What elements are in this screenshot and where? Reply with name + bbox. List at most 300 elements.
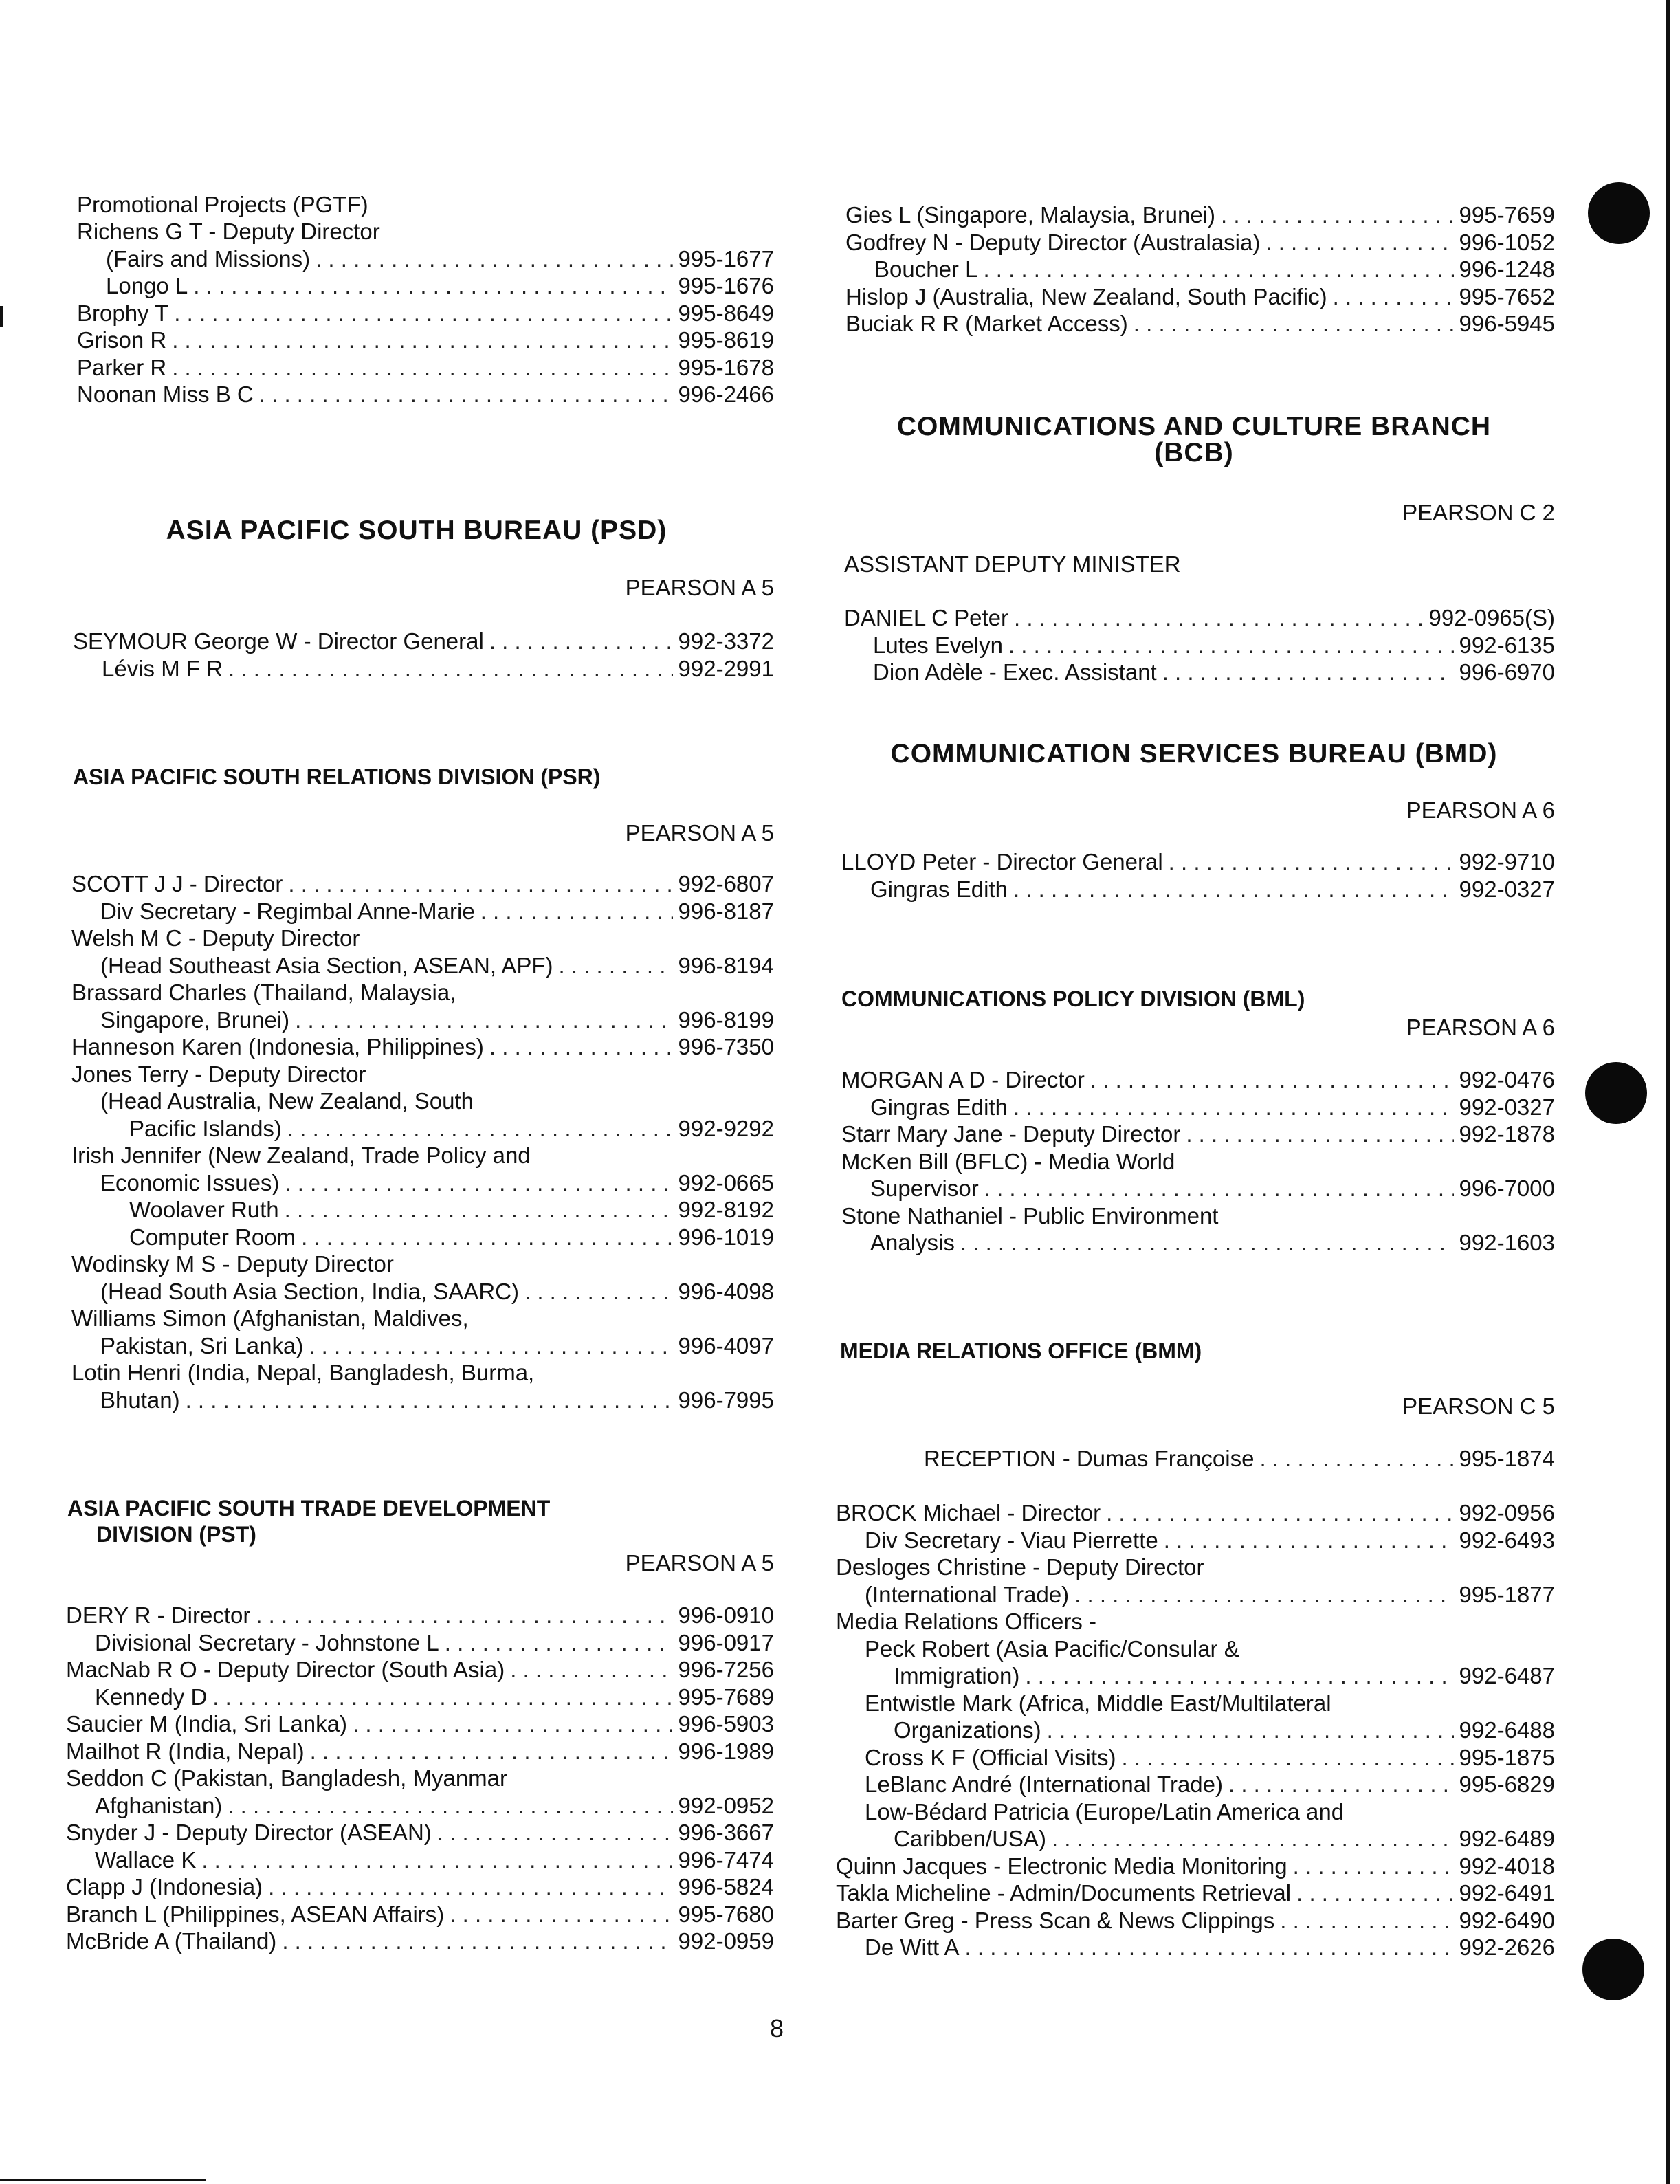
- directory-entry: [71, 1033, 774, 1061]
- entry-name: Low-Bédard Patricia (Europe/Latin America and: [865, 1798, 1345, 1824]
- entry-phone: 996-7256: [678, 1657, 774, 1682]
- leader-dots: [1025, 1662, 1453, 1690]
- directory-entry: [66, 1629, 774, 1657]
- directory-entry: [836, 1635, 1555, 1663]
- directory-entry: [836, 1907, 1555, 1934]
- leader-dots: [259, 381, 673, 408]
- entry-phone: 992-0665: [678, 1169, 774, 1195]
- entry-name: Afghanistan): [95, 1792, 223, 1818]
- entry-name: (Head South Asia Section, India, SAARC): [100, 1278, 519, 1304]
- leader-dots: [1014, 604, 1424, 632]
- bml-room: PEARSON A 6: [1406, 1015, 1555, 1040]
- pst-title-line1: ASIA PACIFIC SOUTH TRADE DEVELOPMENT: [67, 1496, 551, 1521]
- entry-phone: 996-8187: [678, 898, 774, 924]
- entry-phone: 996-5945: [1459, 311, 1555, 336]
- binder-hole-middle: [1585, 1062, 1647, 1124]
- directory-entry: [845, 229, 1555, 256]
- entry-phone: 992-1878: [1459, 1121, 1555, 1147]
- leader-dots: [450, 1901, 672, 1928]
- entry-name: Quinn Jacques - Electronic Media Monitoring: [836, 1853, 1287, 1879]
- entry-phone: 995-7652: [1459, 283, 1555, 309]
- entry-name: Brassard Charles (Thailand, Malaysia,: [71, 980, 456, 1005]
- leader-dots: [228, 1792, 672, 1820]
- entry-name: Divisional Secretary - Johnstone L: [95, 1629, 439, 1655]
- psr-room: PEARSON A 5: [625, 820, 774, 846]
- entry-name: DANIEL C Peter: [844, 605, 1009, 630]
- entry-phone: 995-6829: [1459, 1772, 1555, 1797]
- leader-dots: [288, 870, 672, 898]
- bmm-title: MEDIA RELATIONS OFFICE (BMM): [840, 1338, 1202, 1363]
- bcb-title-line1: COMMUNICATIONS AND CULTURE BRANCH: [896, 412, 1492, 441]
- leader-dots: [310, 1738, 673, 1765]
- entry-name: Barter Greg - Press Scan & News Clippings: [836, 1907, 1275, 1933]
- directory-entry: [836, 1499, 1555, 1527]
- entry-phone: 992-8192: [678, 1197, 774, 1222]
- leader-dots: [1013, 1094, 1454, 1121]
- entry-name: Kennedy D: [95, 1684, 208, 1710]
- entry-phone: 992-0952: [678, 1792, 774, 1818]
- leader-dots: [268, 1873, 672, 1901]
- directory-entry: [77, 327, 774, 354]
- entry-name: Supervisor: [870, 1176, 979, 1201]
- directory-entry: [71, 1142, 774, 1169]
- entry-phone: 992-6488: [1459, 1717, 1555, 1743]
- entry-name: Div Secretary - Viau Pierrette: [865, 1527, 1158, 1553]
- directory-entry: [71, 1061, 774, 1088]
- entry-name: Peck Robert (Asia Pacific/Consular &: [865, 1635, 1239, 1662]
- pst-room: PEARSON A 5: [625, 1550, 774, 1576]
- leader-dots: [1134, 310, 1454, 338]
- entry-name: Desloges Christine - Deputy Director: [836, 1554, 1204, 1580]
- leader-dots: [1169, 848, 1454, 876]
- directory-entry: [66, 1656, 774, 1684]
- directory-entry: [66, 1901, 774, 1928]
- directory-entry: [845, 201, 1555, 229]
- entry-name: DERY R - Director: [66, 1602, 251, 1628]
- leader-dots: [1052, 1825, 1454, 1853]
- scan-edge-right: [1666, 0, 1670, 2184]
- directory-entry: [836, 1581, 1555, 1609]
- binder-hole-top: [1588, 182, 1650, 244]
- bml-entries: [841, 1066, 1555, 1257]
- bmd-entries: [841, 848, 1555, 903]
- psd-room: PEARSON A 5: [625, 575, 774, 600]
- bmm-room: PEARSON C 5: [1402, 1393, 1555, 1419]
- entry-phone: 995-7659: [1459, 202, 1555, 228]
- directory-entry: [66, 1684, 774, 1711]
- bmm-reception: [924, 1445, 1555, 1472]
- directory-entry: [836, 1662, 1555, 1690]
- leader-dots: [1106, 1499, 1453, 1527]
- entry-name: LeBlanc André (International Trade): [865, 1772, 1223, 1797]
- bmm-entries: [836, 1499, 1555, 1961]
- directory-entry: [841, 1148, 1555, 1176]
- bcb-subtitle: ASSISTANT DEPUTY MINISTER: [844, 551, 1181, 577]
- directory-entry: [71, 952, 774, 980]
- leader-dots: [489, 628, 673, 655]
- directory-entry: [836, 1771, 1555, 1798]
- entry-phone: 996-2466: [678, 382, 774, 407]
- directory-entry: [77, 300, 774, 327]
- entry-name: McBride A (Thailand): [66, 1928, 277, 1954]
- leader-dots: [437, 1819, 673, 1846]
- leader-dots: [489, 1033, 673, 1061]
- leader-dots: [353, 1710, 673, 1738]
- directory-entry: [841, 848, 1555, 876]
- directory-entry: [71, 1196, 774, 1224]
- directory-entry: [71, 1115, 774, 1143]
- leader-dots: [510, 1656, 672, 1684]
- directory-entry: [66, 1873, 774, 1901]
- directory-entry: [841, 1094, 1555, 1121]
- entry-name: Longo L: [106, 273, 188, 298]
- entry-phone: 992-0956: [1459, 1500, 1555, 1525]
- directory-entry: [73, 628, 774, 655]
- leader-dots: [1221, 201, 1454, 229]
- entry-phone: 996-4097: [678, 1332, 774, 1358]
- entry-phone: 996-0910: [678, 1602, 774, 1628]
- binder-hole-bottom: [1582, 1939, 1644, 2000]
- entry-name: Hanneson Karen (Indonesia, Philippines): [71, 1034, 484, 1059]
- entry-phone: 992-6491: [1459, 1880, 1555, 1906]
- entry-name: Media Relations Officers -: [836, 1609, 1097, 1634]
- entry-name: De Witt A: [865, 1934, 960, 1960]
- directory-entry: [836, 1717, 1555, 1744]
- entry-name: MacNab R O - Deputy Director (South Asia): [66, 1657, 505, 1682]
- entry-name: (Head Southeast Asia Section, ASEAN, APF): [100, 952, 553, 978]
- entry-phone: 992-0965(S): [1428, 605, 1555, 630]
- leader-dots: [1008, 632, 1454, 659]
- entry-name: Takla Micheline - Admin/Documents Retrieval: [836, 1880, 1292, 1906]
- entry-name: Snyder J - Deputy Director (ASEAN): [66, 1820, 432, 1845]
- directory-entry: [841, 1175, 1555, 1202]
- entry-phone: 995-8619: [678, 327, 774, 353]
- directory-entry: [836, 1879, 1555, 1907]
- bcb-title-line2: (BCB): [1154, 438, 1234, 467]
- entry-phone: 996-1248: [1459, 256, 1555, 282]
- directory-entry: [71, 1305, 774, 1332]
- entry-name: Williams Simon (Afghanistan, Maldives,: [71, 1305, 469, 1331]
- leader-dots: [1186, 1121, 1453, 1148]
- entry-phone: 992-0476: [1459, 1067, 1555, 1092]
- entry-name: Caribben/USA): [894, 1826, 1046, 1851]
- entry-name: Buciak R R (Market Access): [845, 311, 1128, 336]
- psd-entries: [73, 628, 774, 682]
- entry-name: LLOYD Peter - Director General: [841, 849, 1163, 874]
- directory-entry: [836, 1934, 1555, 1961]
- bcb-entries: [844, 604, 1555, 686]
- directory-entry: [841, 1066, 1555, 1094]
- entry-phone: 992-2626: [1459, 1934, 1555, 1960]
- leader-dots: [228, 655, 673, 683]
- directory-entry: [836, 1554, 1555, 1581]
- entry-name: Mailhot R (India, Nepal): [66, 1738, 305, 1764]
- scan-mark-left: [0, 306, 3, 327]
- directory-entry: [66, 1928, 774, 1955]
- directory-entry: [73, 655, 774, 683]
- entry-phone: 995-1677: [678, 245, 774, 272]
- directory-entry: [71, 925, 774, 952]
- entry-name: Bhutan): [100, 1387, 180, 1413]
- entry-name: Branch L (Philippines, ASEAN Affairs): [66, 1901, 445, 1927]
- entry-phone: 992-2991: [678, 655, 774, 681]
- entry-phone: 996-4098: [678, 1278, 774, 1304]
- directory-entry: [77, 381, 774, 408]
- bcb-room: PEARSON C 2: [1402, 500, 1555, 525]
- directory-entry: [841, 876, 1555, 903]
- entry-name: Immigration): [894, 1663, 1020, 1688]
- entry-name: Gingras Edith: [870, 876, 1008, 902]
- leader-dots: [965, 1934, 1454, 1961]
- entry-name: Cross K F (Official Visits): [865, 1744, 1116, 1770]
- leader-dots: [1333, 283, 1454, 311]
- directory-entry: [844, 659, 1555, 686]
- directory-entry: [71, 1088, 774, 1115]
- directory-entry: [77, 245, 774, 273]
- entry-phone: 995-1877: [1459, 1581, 1555, 1607]
- entry-phone: 996-6970: [1459, 659, 1555, 685]
- reception-row: [924, 1445, 1555, 1472]
- entry-phone: 992-6490: [1459, 1907, 1555, 1933]
- entry-phone: 995-1676: [678, 273, 774, 298]
- entry-phone: 995-7689: [678, 1684, 774, 1710]
- leader-dots: [480, 898, 673, 925]
- directory-entry: [841, 1229, 1555, 1257]
- leader-dots: [1259, 1445, 1453, 1472]
- entry-name: McKen Bill (BFLC) - Media World: [841, 1148, 1175, 1174]
- entry-name: Computer Room: [129, 1224, 296, 1250]
- entry-phone: 992-0959: [678, 1928, 774, 1954]
- directory-entry: [77, 272, 774, 300]
- entry-name: RECEPTION - Dumas Françoise: [924, 1446, 1255, 1471]
- entry-phone: 996-8194: [678, 952, 774, 978]
- entry-name: Jones Terry - Deputy Director: [71, 1061, 366, 1087]
- entry-name: Analysis: [870, 1230, 955, 1255]
- directory-entry: [844, 604, 1555, 632]
- entry-phone: 996-1019: [678, 1224, 774, 1250]
- directory-entry: [66, 1819, 774, 1846]
- leader-dots: [1122, 1744, 1454, 1772]
- entry-name: Gies L (Singapore, Malaysia, Brunei): [845, 202, 1216, 228]
- leader-dots: [287, 1115, 673, 1143]
- entry-name: Godfrey N - Deputy Director (Australasia): [845, 229, 1261, 255]
- leader-dots: [1164, 1527, 1454, 1554]
- entry-phone: 992-0327: [1459, 1094, 1555, 1120]
- leader-dots: [1228, 1771, 1454, 1798]
- entry-phone: 992-0327: [1459, 876, 1555, 902]
- leader-dots: [186, 1387, 673, 1414]
- entry-name: Brophy T: [77, 300, 169, 326]
- psr-entries: [71, 870, 774, 1413]
- entry-name: Div Secretary - Regimbal Anne-Marie: [100, 898, 475, 924]
- leader-dots: [1090, 1066, 1454, 1094]
- entry-phone: 995-1678: [678, 354, 774, 380]
- entry-phone: 995-1875: [1459, 1744, 1555, 1770]
- directory-entry: [836, 1690, 1555, 1717]
- leader-dots: [1296, 1879, 1453, 1907]
- directory-entry: [841, 1121, 1555, 1148]
- entry-phone: 992-4018: [1459, 1853, 1555, 1879]
- directory-entry: [845, 283, 1555, 311]
- entry-name: Pakistan, Sri Lanka): [100, 1332, 304, 1358]
- entry-phone: 992-6487: [1459, 1663, 1555, 1688]
- pst-title-line2: DIVISION (PST): [96, 1522, 256, 1547]
- directory-entry: [841, 1202, 1555, 1230]
- entry-phone: 992-9292: [678, 1115, 774, 1141]
- pgtf-entries: [77, 218, 774, 408]
- bml-title: COMMUNICATIONS POLICY DIVISION (BML): [841, 986, 1305, 1011]
- leader-dots: [282, 1928, 672, 1955]
- entry-name: Welsh M C - Deputy Director: [71, 925, 360, 951]
- directory-entry: [66, 1846, 774, 1874]
- entry-name: MORGAN A D - Director: [841, 1067, 1085, 1092]
- entry-phone: 995-1874: [1459, 1446, 1555, 1471]
- directory-entry: [77, 354, 774, 382]
- psr-title: ASIA PACIFIC SOUTH RELATIONS DIVISION (PSR): [73, 764, 601, 789]
- bmd-room: PEARSON A 6: [1406, 797, 1555, 823]
- entry-phone: 995-8649: [678, 300, 774, 326]
- entry-name: Wodinsky M S - Deputy Director: [71, 1251, 394, 1277]
- entry-name: Richens G T - Deputy Director: [77, 219, 380, 244]
- directory-entry: [71, 1224, 774, 1251]
- directory-entry: [71, 1006, 774, 1034]
- entry-name: (Head Australia, New Zealand, South: [100, 1088, 474, 1114]
- entry-phone: 996-7474: [678, 1846, 774, 1873]
- leader-dots: [445, 1629, 673, 1657]
- entry-name: Starr Mary Jane - Deputy Director: [841, 1121, 1181, 1147]
- entry-name: Irish Jennifer (New Zealand, Trade Policy and: [71, 1143, 531, 1168]
- entry-phone: 996-7000: [1459, 1176, 1555, 1201]
- leader-dots: [1162, 659, 1454, 686]
- entry-name: BROCK Michael - Director: [836, 1500, 1101, 1525]
- entry-phone: 992-3372: [678, 628, 774, 654]
- entry-phone: 992-9710: [1459, 849, 1555, 874]
- directory-entry: [71, 1387, 774, 1414]
- leader-dots: [301, 1224, 672, 1251]
- entry-name: SEYMOUR George W - Director General: [73, 628, 484, 654]
- leader-dots: [960, 1229, 1454, 1257]
- directory-entry: [836, 1825, 1555, 1853]
- entry-phone: 996-0917: [678, 1629, 774, 1655]
- directory-entry: [66, 1602, 774, 1629]
- entry-phone: 996-8199: [678, 1006, 774, 1033]
- entry-name: Lutes Evelyn: [873, 632, 1003, 658]
- bmd-title: COMMUNICATION SERVICES BUREAU (BMD): [890, 739, 1498, 769]
- leader-dots: [1047, 1717, 1454, 1744]
- leader-dots: [285, 1169, 672, 1197]
- page-number: 8: [770, 2014, 784, 2042]
- directory-entry: [71, 1278, 774, 1305]
- leader-dots: [172, 327, 672, 354]
- directory-entry: [66, 1738, 774, 1765]
- directory-entry: [77, 218, 774, 245]
- leader-dots: [1293, 1853, 1454, 1880]
- leader-dots: [1280, 1907, 1453, 1934]
- psd-title: ASIA PACIFIC SOUTH BUREAU (PSD): [166, 516, 667, 545]
- entry-name: (Fairs and Missions): [106, 245, 311, 272]
- entry-phone: 996-5824: [678, 1874, 774, 1899]
- directory-entry: [845, 310, 1555, 338]
- leader-dots: [559, 952, 673, 980]
- leader-dots: [285, 1196, 673, 1224]
- leader-dots: [524, 1278, 673, 1305]
- entry-name: Grison R: [77, 327, 167, 353]
- entry-name: Seddon C (Pakistan, Bangladesh, Myanmar: [66, 1765, 508, 1791]
- entry-name: Organizations): [894, 1717, 1041, 1743]
- entry-name: Entwistle Mark (Africa, Middle East/Multilateral: [865, 1690, 1331, 1716]
- directory-entry: [71, 898, 774, 925]
- entry-name: Boucher L: [874, 256, 978, 282]
- entry-name: Singapore, Brunei): [100, 1006, 290, 1033]
- entry-phone: 996-7350: [678, 1034, 774, 1059]
- entry-phone: 992-6489: [1459, 1826, 1555, 1851]
- entry-phone: 992-6135: [1459, 632, 1555, 658]
- directory-entry: [836, 1527, 1555, 1554]
- leader-dots: [172, 354, 672, 382]
- entry-name: Economic Issues): [100, 1169, 280, 1195]
- directory-entry: [66, 1710, 774, 1738]
- entry-name: Gingras Edith: [870, 1094, 1008, 1120]
- leader-dots: [201, 1846, 672, 1874]
- entry-name: Clapp J (Indonesia): [66, 1874, 263, 1899]
- entry-phone: 992-6807: [678, 871, 774, 896]
- entry-name: SCOTT J J - Director: [71, 871, 283, 896]
- directory-entry: [836, 1798, 1555, 1826]
- pst-entries: [66, 1602, 774, 1955]
- leader-dots: [1013, 876, 1454, 903]
- directory-entry: [836, 1853, 1555, 1880]
- leader-dots: [174, 300, 672, 327]
- entry-name: Stone Nathaniel - Public Environment: [841, 1202, 1219, 1228]
- entry-name: Parker R: [77, 354, 167, 380]
- leader-dots: [193, 272, 672, 300]
- leader-dots: [212, 1684, 672, 1711]
- leader-dots: [295, 1006, 672, 1034]
- leader-dots: [1074, 1581, 1453, 1609]
- entry-name: Noonan Miss B C: [77, 382, 254, 407]
- directory-entry: [71, 979, 774, 1006]
- leader-dots: [1265, 229, 1453, 256]
- leader-dots: [309, 1332, 672, 1360]
- entry-phone: 996-1989: [678, 1738, 774, 1764]
- entry-phone: 995-7680: [678, 1901, 774, 1927]
- entry-name: Lotin Henri (India, Nepal, Bangladesh, Burma,: [71, 1360, 535, 1385]
- entry-phone: 996-1052: [1459, 229, 1555, 255]
- entry-name: Saucier M (India, Sri Lanka): [66, 1711, 348, 1736]
- entry-phone: 996-7995: [678, 1387, 774, 1413]
- directory-entry: [66, 1765, 774, 1792]
- directory-entry: [71, 1169, 774, 1197]
- leader-dots: [256, 1602, 672, 1629]
- entry-name: Wallace K: [95, 1846, 197, 1873]
- directory-entry: [845, 256, 1555, 283]
- leader-dots: [984, 1175, 1454, 1202]
- entry-name: Hislop J (Australia, New Zealand, South Pacific): [845, 283, 1327, 309]
- directory-entry: [836, 1744, 1555, 1772]
- directory-entry: [71, 1332, 774, 1360]
- entry-phone: 996-3667: [678, 1820, 774, 1845]
- entry-phone: 992-6493: [1459, 1527, 1555, 1553]
- directory-entry: [71, 870, 774, 898]
- top-entries: [845, 201, 1555, 338]
- leader-dots: [983, 256, 1453, 283]
- entry-name: Pacific Islands): [129, 1115, 282, 1141]
- directory-entry: [71, 1250, 774, 1278]
- directory-entry: [836, 1608, 1555, 1635]
- entry-name: Dion Adèle - Exec. Assistant: [873, 659, 1157, 685]
- pgtf-title: Promotional Projects (PGTF): [77, 192, 368, 217]
- leader-dots: [316, 245, 672, 273]
